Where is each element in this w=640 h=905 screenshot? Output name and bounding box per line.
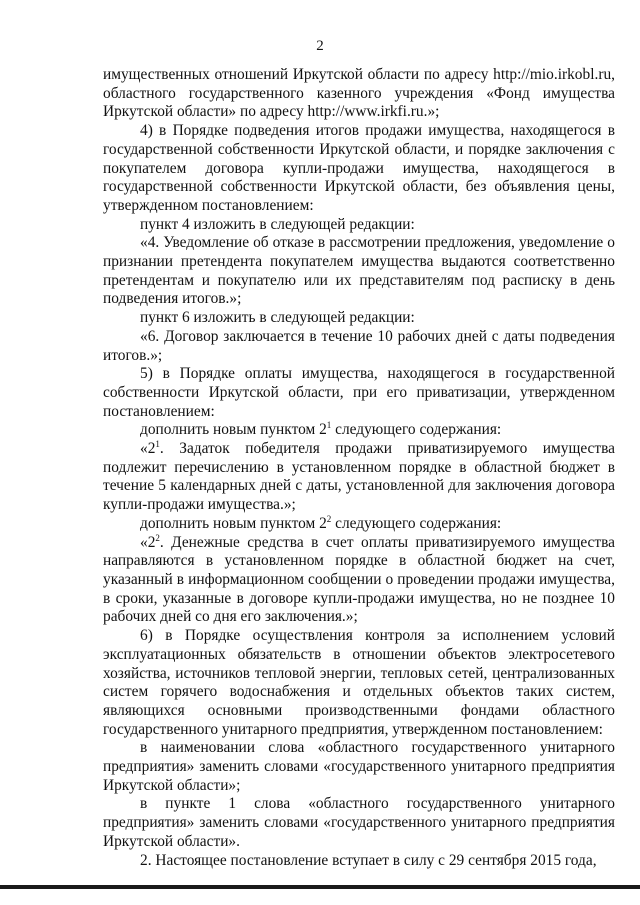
paragraph-title-replacement: в наименовании слова «областного государственного унитарного предприятия» заменить словами «государственного унитарного предприятия Иркутской области»; (103, 739, 615, 794)
paragraph-item-5: 5) в Порядке оплаты имущества, находящегося в государственной собственности Иркутской области, при его приватизации, утвержденном постановлением: (103, 365, 615, 420)
document-body (103, 66, 615, 870)
paragraph-item-4: 4) в Порядке подведения итогов продажи имущества, находящегося в государственной собственности Иркутской области, и порядке заключения с покупателем договора купли-продажи имущества, находящегося в государственной собственности Иркутской области, без объявления цены, утвержденном постановлением: (103, 122, 615, 214)
paragraph-point-1-replacement: в пункте 1 слова «областного государственного унитарного предприятия» заменить словами «государственного унитарного предприятия Иркутской области». (103, 795, 615, 850)
paragraph-point-6-intro: пункт 6 изложить в следующей редакции: (140, 309, 415, 327)
page-number: 2 (316, 38, 324, 54)
paragraph-point-4-text: «4. Уведомление об отказе в рассмотрении предложения, уведомление о признании претендента покупателем имущества выдаются соответственно претендентам и покупателю или их представителям под расписку в день подведения итогов.»; (103, 234, 615, 308)
paragraph-point-4-intro: пункт 4 изложить в следующей редакции: (140, 215, 415, 233)
paragraph-point-2-1-text: «$2^1$. Задаток победителя продажи приватизируемого имущества подлежит перечислению в установленном порядке в областной бюджет в течение 5 календарных дней с даты, установленной для заключения договора купли-продажи имущества.»; (103, 439, 615, 514)
paragraph-point-2-2-intro: дополнить новым пунктом $2^2$ следующего содержания: (140, 513, 502, 532)
paragraph-item-2-effective: 2. Настоящее постановление вступает в силу с 29 сентября 2015 года, (140, 851, 597, 869)
paragraph-point-6-text: «6. Договор заключается в течение 10 рабочих дней с даты подведения итогов.»; (103, 327, 615, 364)
paragraph-continuation: имущественных отношений Иркутской области по адресу http://mio.irkobl.ru, областного государственного казенного учреждения «Фонд имущества Иркутской области» по адресу http://www.irkfi.ru.»; (103, 66, 615, 121)
paragraph-point-2-2-text: «$2^2$. Денежные средства в счет оплаты приватизируемого имущества направляются в установленном порядке в областной бюджет на счет, указанный в информационном сообщении о проведении продажи имущества, в сроки, указанные в договоре купли-продажи имущества, но не позднее 10 рабочих дней со дня его заключения.»; (103, 532, 615, 626)
scan-bottom-edge (0, 885, 640, 889)
paragraph-item-6: 6) в Порядке осуществления контроля за исполнением условий эксплуатационных обязательств в отношении объектов электросетевого хозяйства, источников тепловой энергии, тепловых сетей, централизованных систем горячего водоснабжения и отдельных объектов таких систем, являющихся основными производственными фондами областного государственного унитарного предприятия, утвержденном постановлением: (103, 627, 615, 738)
paragraph-point-2-1-intro: дополнить новым пунктом $2^1$ следующего содержания: (140, 420, 502, 439)
